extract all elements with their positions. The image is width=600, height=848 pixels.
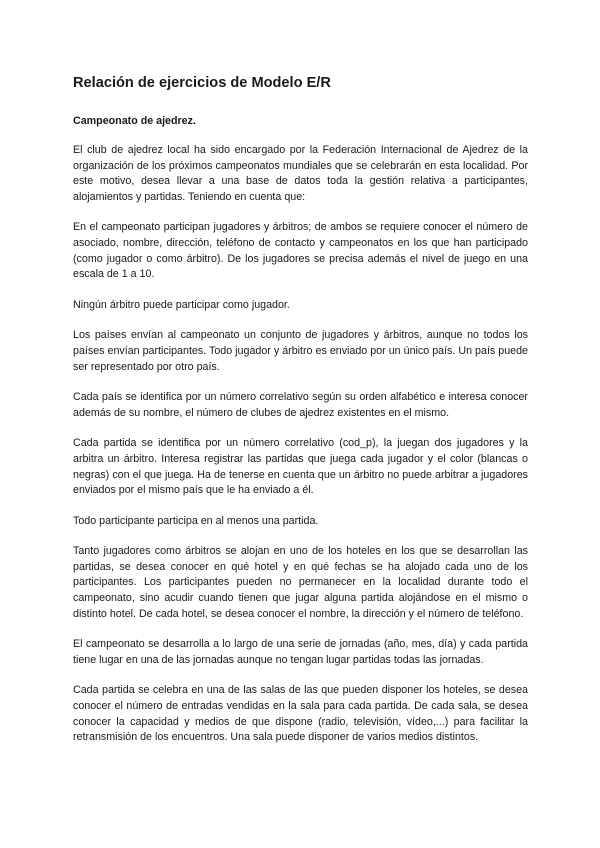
- paragraph-intro: El club de ajedrez local ha sido encargado por la Federación Internacional de Ajedrez de la organización de los próximos campeonatos mundiales que se celebrarán en esta localidad. Por este motivo, desea llevar a una base de datos toda la gestión relativa a participantes, alojamientos y partidas. Teniendo en cuenta que:: [73, 144, 528, 203]
- paragraph-referee-rule: Ningún árbitro puede participar como jugador.: [73, 298, 290, 311]
- paragraph-countries: Los países envían al campeonato un conjunto de jugadores y árbitros, aunque no todos los países envían participantes. Todo jugador y árbitro es enviado por un único país. Un país puede ser representado por otro país.: [73, 329, 528, 373]
- paragraph-rounds: El campeonato se desarrolla a lo largo de una serie de jornadas (año, mes, día) y cada partida tiene lugar en una de las jornadas aunque no tengan lugar partidas todas las jornadas.: [73, 638, 528, 666]
- paragraph-participants: En el campeonato participan jugadores y árbitros; de ambos se requiere conocer el número de asociado, nombre, dirección, teléfono de contacto y campeonatos en los que han participado (como jugador o como árbitro). De los jugadores se precisa además el nivel de juego en una escala de 1 a 10.: [73, 221, 528, 281]
- paragraph-rooms: Cada partida se celebra en una de las salas de las que pueden disponer los hoteles, se desea conocer el número de entradas vendidas en la sala para cada partida. De cada sala, se desea conocer la capacidad y medios de que dispone (radio, televisión, vídeo,...) para facilitar la retransmisión de los encuentros. Una sala puede disponer de varios medios distintos.: [73, 684, 528, 744]
- document-title: Relación de ejercicios de Modelo E/R: [73, 75, 331, 91]
- paragraph-participation: Todo participante participa en al menos una partida.: [73, 514, 319, 527]
- paragraph-games: Cada partida se identifica por un número correlativo (cod_p), la juegan dos jugadores y la arbitra un árbitro. Interesa registrar las partidas que juega cada jugador y el color (blancas o negras) con el que juega. Ha de tenerse en cuenta que un árbitro no puede arbitrar a jugadores enviados por el mismo país que le ha enviado a él.: [73, 437, 528, 497]
- paragraph-hotels: Tanto jugadores como árbitros se alojan en uno de los hoteles en los que se desarrollan las partidas, se desea conocer en qué hotel y en qué fechas se ha alojado cada uno de los participantes. Los participantes pueden no permanecer en la localidad durante todo el campeonato, sino acudir cuando tienen que jugar alguna partida alojándose en el mismo o distinto hotel. De cada hotel, se desea conocer el nombre, la dirección y el número de teléfono.: [73, 545, 528, 620]
- paragraph-country-id: Cada país se identifica por un número correlativo según su orden alfabético e interesa conocer además de su nombre, el número de clubes de ajedrez existentes en el mismo.: [73, 391, 528, 419]
- section-title: Campeonato de ajedrez.: [73, 115, 196, 127]
